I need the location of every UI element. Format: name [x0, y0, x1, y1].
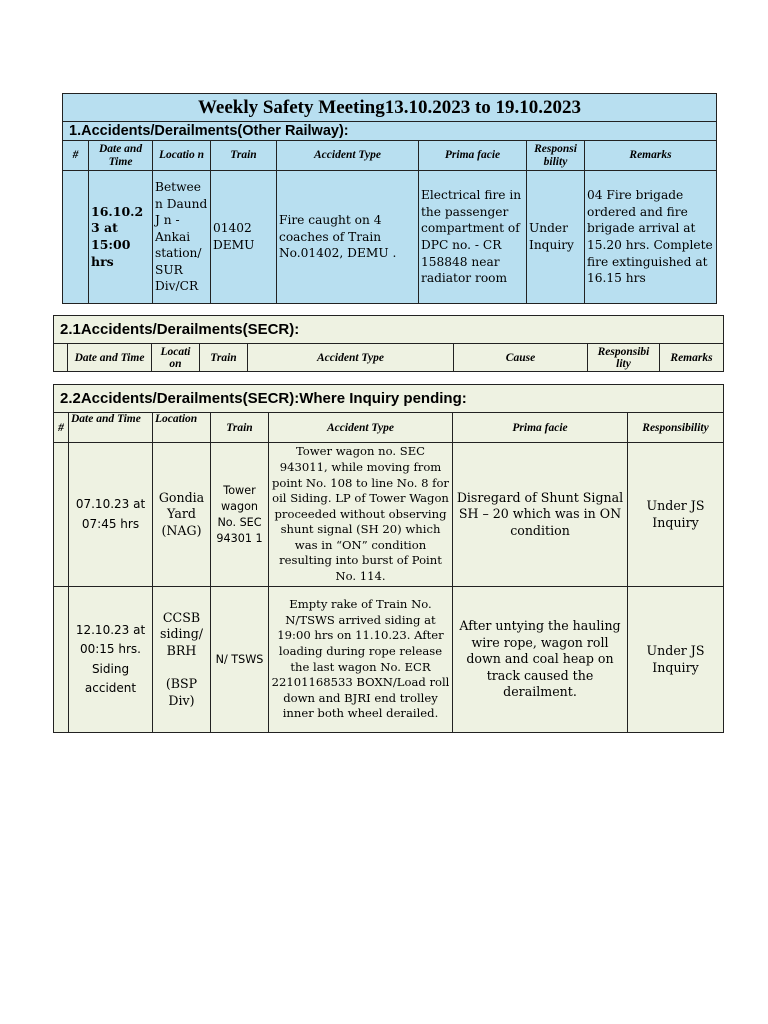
cell-responsibility: Under JS Inquiry	[628, 443, 724, 587]
cell-prima-facie: Disregard of Shunt Signal SH – 20 which was in ON condition	[453, 443, 628, 587]
col-header-prima-facie: Prima facie	[453, 413, 628, 443]
col-header-date: Date and Time	[89, 141, 153, 171]
col-header-accident-type: Accident Type	[277, 141, 419, 171]
col-header-remarks: Remarks	[585, 141, 717, 171]
cell-accident-type: Fire caught on 4 coaches of Train No.01402, DEMU .	[277, 171, 419, 304]
cell-no	[63, 171, 89, 304]
section2-1-heading: 2.1Accidents/Derailments(SECR):	[54, 316, 724, 344]
col-header-accident-type: Accident Type	[269, 413, 453, 443]
col-header-train: Train	[200, 344, 248, 372]
table-row	[54, 587, 724, 733]
col-header-responsibility: Responsibi lity	[588, 344, 660, 372]
col-header-no: #	[54, 413, 69, 443]
cell-location: Between Daund J n - Ankai station/ SUR Div/CR	[153, 171, 211, 304]
cell-responsibility: Under Inquiry	[527, 171, 585, 304]
section2-2-heading: 2.2Accidents/Derailments(SECR):Where Inquiry pending:	[54, 385, 724, 413]
col-header-remarks: Remarks	[660, 344, 724, 372]
col-header-cause: Cause	[454, 344, 588, 372]
col-header-train: Train	[211, 141, 277, 171]
col-header-prima-facie: Prima facie	[419, 141, 527, 171]
col-header-date: Date and Time	[68, 344, 152, 372]
page-title: Weekly Safety Meeting13.10.2023 to 19.10.2023	[63, 94, 717, 122]
section2-1-header-row	[54, 344, 724, 372]
section1-header-row	[63, 141, 717, 171]
col-header-responsibility: Responsibility	[628, 413, 724, 443]
cell-accident-type: Tower wagon no. SEC 943011, while moving from point No. 108 to line No. 8 for oil Siding. LP of Tower Wagon proceeded without observing shunt signal (SH 20) which was in “ON” condition resulting into burst of Point No. 114.	[269, 443, 453, 587]
cell-no	[54, 443, 69, 587]
col-header-train: Train	[211, 413, 269, 443]
cell-train: 01402 DEMU	[211, 171, 277, 304]
cell-location: CCSB siding/ BRH (BSP Div)	[153, 587, 211, 733]
cell-responsibility: Under JS Inquiry	[628, 587, 724, 733]
cell-no	[54, 587, 69, 733]
cell-accident-type: Empty rake of Train No. N/TSWS arrived siding at 19:00 hrs on 11.10.23. After loading during rope release the last wagon No. ECR 22101168533 BOXN/Load roll down and BJRI end trolley inner both wheel derailed.	[269, 587, 453, 733]
col-header-no: #	[63, 141, 89, 171]
col-header-location: Locatio n	[153, 141, 211, 171]
col-header-responsibility: Responsi bility	[527, 141, 585, 171]
cell-prima-facie: After untying the hauling wire rope, wagon roll down and coal heap on track caused the derailment.	[453, 587, 628, 733]
table-row	[63, 171, 717, 304]
cell-train: Tower wagon No. SEC 94301 1	[211, 443, 269, 587]
section2-2-table	[53, 384, 724, 733]
cell-train: N/ TSWS	[211, 587, 269, 733]
section1-table	[62, 93, 717, 304]
col-header-date: Date and Time	[69, 413, 153, 443]
section1-heading: 1.Accidents/Derailments(Other Railway):	[63, 122, 717, 141]
col-header-location: Location	[153, 413, 211, 443]
col-header-location: Locati on	[152, 344, 200, 372]
col-header-accident-type: Accident Type	[248, 344, 454, 372]
cell-prima-facie: Electrical fire in the passenger compartment of DPC no. - CR 158848 near radiator room	[419, 171, 527, 304]
cell-date: 16.10.23 at 15:00 hrs	[89, 171, 153, 304]
section2-1-table	[53, 315, 724, 372]
cell-location: Gondia Yard (NAG)	[153, 443, 211, 587]
section2-2-header-row	[54, 413, 724, 443]
cell-date: 12.10.23 at 00:15 hrs. Siding accident	[69, 587, 153, 733]
col-header-no	[54, 344, 68, 372]
cell-remarks: 04 Fire brigade ordered and fire brigade arrival at 15.20 hrs. Complete fire extinguished at 16.15 hrs	[585, 171, 717, 304]
cell-date: 07.10.23 at 07:45 hrs	[69, 443, 153, 587]
table-row	[54, 443, 724, 587]
